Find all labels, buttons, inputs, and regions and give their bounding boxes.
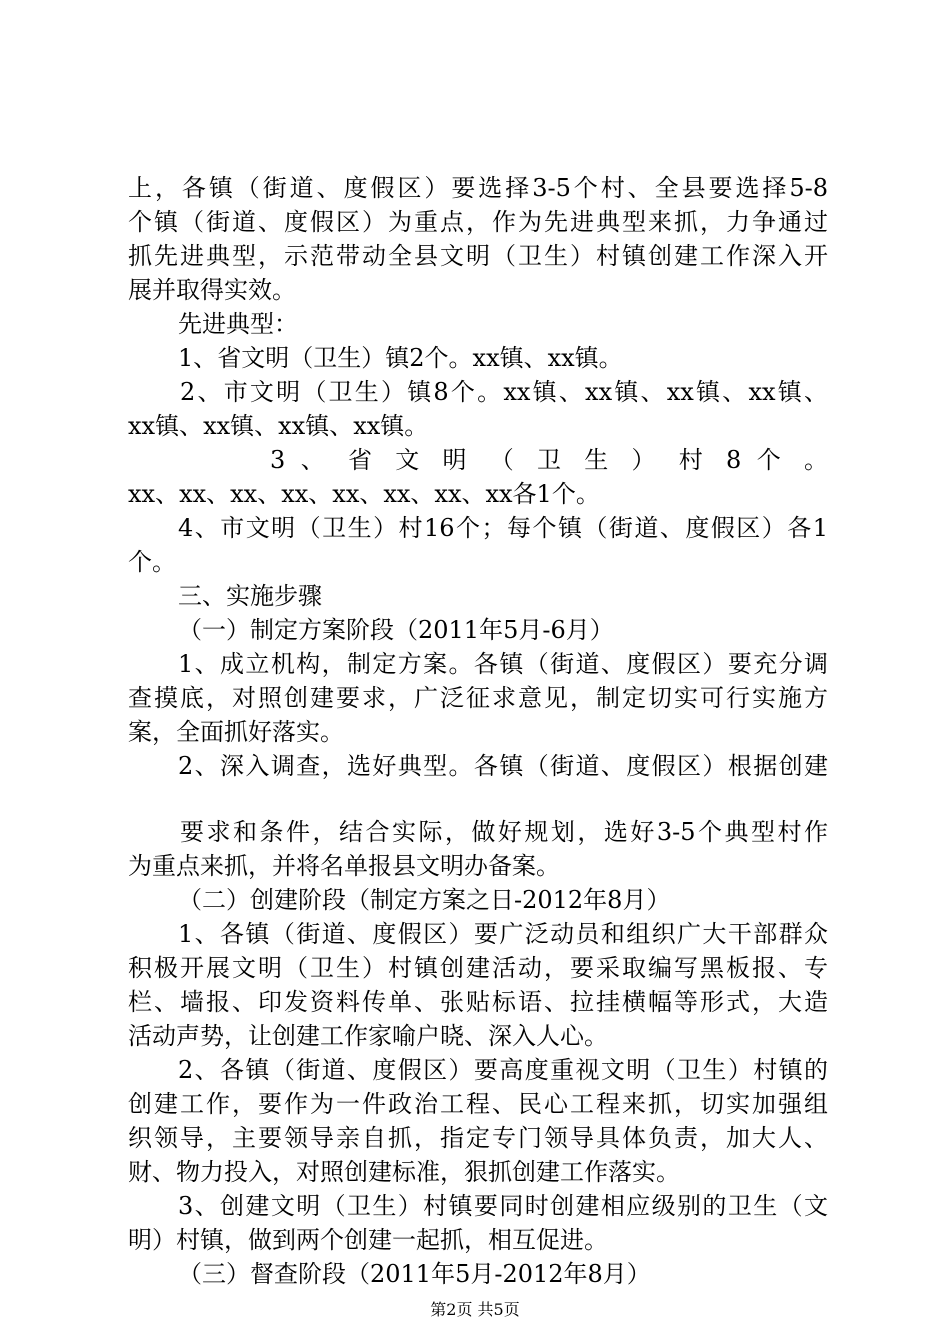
body-text-line: 查摸底，对照创建要求，广泛征求意见，制定切实可行实施方 — [128, 684, 828, 712]
body-text-line: 为重点来抓，并将名单报县文明办备案。 — [128, 852, 560, 880]
body-text-line: 3 、 省 文 明 （ 卫 生 ） 村 8 个 。 — [270, 446, 828, 474]
body-text-line: 织领导，主要领导亲自抓，指定专门领导具体负责，加大人、 — [128, 1124, 828, 1152]
body-text-line: 财、物力投入，对照创建标准，狠抓创建工作落实。 — [128, 1158, 680, 1186]
subsection-heading: （二）创建阶段（制定方案之日-2012年8月） — [178, 886, 671, 914]
body-text-line: 1、成立机构，制定方案。各镇（街道、度假区）要充分调 — [178, 650, 828, 678]
body-text-line: 明）村镇，做到两个创建一起抓，相互促进。 — [128, 1226, 608, 1254]
section-heading: 三、实施步骤 — [178, 582, 322, 610]
section-label: 先进典型： — [178, 310, 298, 338]
body-text-line: 上，各镇（街道、度假区）要选择3-5个村、全县要选择5-8 — [128, 174, 828, 202]
body-text-line: 活动声势，让创建工作家喻户晓、深入人心。 — [128, 1022, 608, 1050]
page-footer: 第2页 共5页 — [430, 1300, 520, 1319]
body-text-line: 展并取得实效。 — [128, 276, 296, 304]
body-text-line: 4、市文明（卫生）村16个；每个镇（街道、度假区）各1 — [178, 514, 828, 542]
body-text-line: 抓先进典型，示范带动全县文明（卫生）村镇创建工作深入开 — [128, 242, 828, 270]
body-text-line: 创建工作，要作为一件政治工程、民心工程来抓，切实加强组 — [128, 1090, 828, 1118]
body-text-line: 1、各镇（街道、度假区）要广泛动员和组织广大干部群众 — [178, 920, 828, 948]
body-text-line: 案，全面抓好落实。 — [128, 718, 344, 746]
body-text-line: xx镇、xx镇、xx镇、xx镇。 — [128, 412, 429, 440]
body-text-line: 要求和条件，结合实际，做好规划，选好3-5个典型村作 — [180, 818, 828, 846]
body-text-line: 积极开展文明（卫生）村镇创建活动，要采取编写黑板报、专 — [128, 954, 828, 982]
body-text-line: 3、创建文明（卫生）村镇要同时创建相应级别的卫生（文 — [178, 1192, 828, 1220]
body-text-line: 个。 — [128, 548, 176, 576]
body-text-line: 2、各镇（街道、度假区）要高度重视文明（卫生）村镇的 — [178, 1056, 828, 1084]
body-text-line: 1、省文明（卫生）镇2个。xx镇、xx镇。 — [178, 344, 623, 372]
subsection-heading: （三）督查阶段（2011年5月-2012年8月） — [178, 1260, 651, 1288]
body-text-line: 栏、墙报、印发资料传单、张贴标语、拉挂横幅等形式，大造 — [128, 988, 828, 1016]
subsection-heading: （一）制定方案阶段（2011年5月-6月） — [178, 616, 614, 644]
body-text-line: 2、市文明（卫生）镇8个。xx镇、xx镇、xx镇、xx镇、 — [180, 378, 828, 406]
body-text-line: xx、xx、xx、xx、xx、xx、xx、xx各1个。 — [128, 480, 600, 508]
body-text-line: 个镇（街道、度假区）为重点，作为先进典型来抓，力争通过 — [128, 208, 828, 236]
body-text-line: 2、深入调查，选好典型。各镇（街道、度假区）根据创建 — [178, 752, 828, 780]
